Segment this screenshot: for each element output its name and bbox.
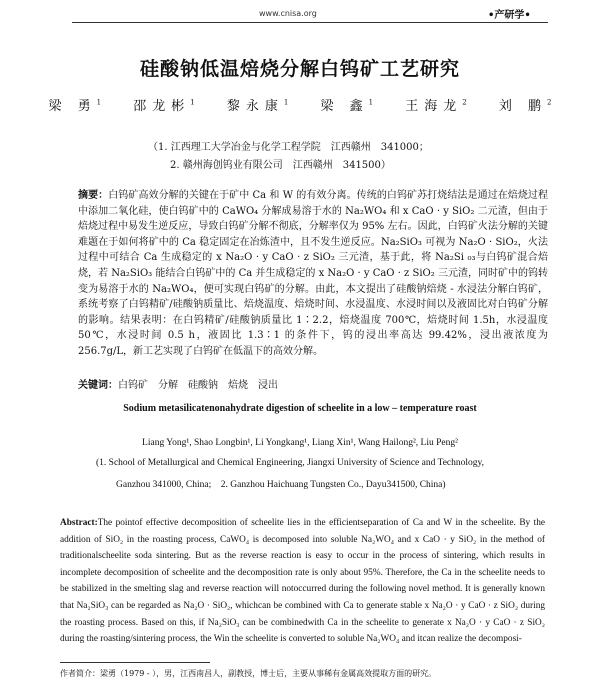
journal-url: www.cnisa.org [259, 9, 317, 18]
author [49, 99, 102, 114]
author-affil-mark: 1 [368, 98, 374, 107]
keywords-cn [78, 376, 278, 391]
author-affil-mark: 1 [283, 98, 289, 107]
english-affiliation-line-1: (1. School of Metallurgical and Chemical Engineering, Jiangxi University of Science and Technology, [96, 458, 485, 468]
abstract-en [60, 515, 545, 648]
abstract-en-text: The pointof effective decomposition of scheelite lies in the efficientseparation of Ca and W in the scheelite. By the addition of SiO₂ in the roasting process, CaWO₄ is decomposed into soluble Na₂WO₄ and x CaO · y SiO₂ in the method of traditionalscheelite soda sintering. But as the reverse reaction is easy to occur in the process of sintering, which results in incomplete decomposition of scheelite and the decomposition rate is only about 95%. Therefore, the Ca in the scheelite needs to be stabilized in the smelting slag and reverse reaction will notoccurred during the following novel method. It is generally known that Na₂SiO₃ can be regarded as Na₂O · SiO₂, whichcan be combined with Ca to generate stable x Na₂O · y CaO · z SiO₂ during the roasting process. Based on this, if Na₂SiO₃ can be combinedwith Ca in the scheelite to generate x Na₂O · y CaO · z SiO₂ during the roasting/sintering process, the Win the scheelite is converted to soluble Na₂WO₄ and itcan realize the decomposi- [60, 518, 545, 645]
english-authors: Liang Yong¹, Shao Longbin¹, Li Yongkang¹, Liang Xin¹, Wang Hailong², Liu Peng² [142, 438, 458, 448]
footnote-rule [60, 662, 210, 663]
author-list [0, 95, 600, 114]
affiliation-line-2: 2. 赣州海创钨业有限公司 江西赣州 341500） [170, 160, 391, 171]
abstract-cn-label: 摘要： [78, 190, 109, 201]
author-affil-mark: 2 [462, 98, 467, 107]
author [133, 99, 194, 114]
author-name: 梁 鑫 [320, 99, 369, 114]
paper-title: 硅酸钠低温焙烧分解白钨矿工艺研究 [139, 58, 460, 80]
section-label: •产研学• [488, 10, 531, 21]
author-name: 王海龙 [405, 99, 463, 114]
abstract-en-label: Abstract: [60, 518, 98, 528]
keywords-cn-label: 关键词： [78, 380, 118, 391]
author [405, 99, 466, 114]
author [499, 99, 552, 114]
author-name: 邵龙彬 [133, 99, 191, 114]
header-rule [72, 22, 548, 23]
author [321, 99, 374, 114]
english-affiliation-line-2: Ganzhou 341000, China; 2. Ganzhou Haichuang Tungsten Co., Dayu341500, China) [116, 480, 446, 490]
affiliation-line-1: （1. 江西理工大学冶金与化学工程学院 江西赣州 341000； [148, 142, 429, 153]
abstract-cn [78, 188, 548, 360]
author-name: 黎永康 [226, 99, 284, 114]
abstract-cn-text: 白钨矿高效分解的关键在于矿中 Ca 和 W 的有效分离。传统的白钨矿苏打烧结法是通过在焙烧过程中添加二氧化硅，使白钨矿中的 CaWO₄ 分解成易溶于水的 Na₂WO₄ 和 x CaO · y SiO₂ 二元渣，但由于焙烧过程中易发生逆反应，导致白钨矿分解不彻底，分解率仅为 95% 左右。因此，白钨矿火法分解的关键难题在于如何将矿中的 Ca 稳定固定在冶炼渣中，且不发生逆反应。Na₂SiO₃ 可视为 Na₂O · SiO₂，火法过程中可结合 Ca 生成稳定的 x Na₂O · y CaO · z SiO₂ 三元渣，基于此，将 Na₂Si ₀₃与白钨矿混合焙烧，若 Na₂SiO₃ 能结合白钨矿中的 Ca 并生成稳定的 x Na₂O · y CaO · z SiO₂ 三元渣，同时矿中的钨转变为易溶于水的 Na₂WO₄，便可实现白钨矿的分解。由此，本文提出了硅酸钠焙烧 - 水浸法分解白钨矿，系统考察了白钨精矿/硅酸钠质量比、焙烧温度、焙烧时间、水浸温度、水浸时间以及液固比对白钨矿分解的影响。结果表明：在白钨精矿/硅酸钠质量比 1∶2.2，焙烧温度 700℃，焙烧时间 1.5h，水浸温度 50℃，水浸时间 0.5 h，液固比 1.3∶1 的条件下，钨的浸出率高达 99.42%，浸出液浓度为 256.7g/L，新工艺实现了白钨矿在低温下的高效分解。 [78, 190, 549, 357]
author-affil-mark: 2 [547, 98, 552, 107]
author-affil-mark: 1 [190, 98, 195, 107]
author-name: 梁 勇 [48, 99, 97, 114]
english-title: Sodium metasilicatenonahydrate digestion of scheelite in a low – temperature roast [123, 403, 477, 414]
author-name: 刘 鹏 [498, 99, 548, 114]
author-affil-mark: 1 [96, 98, 102, 107]
keywords-cn-text: 白钨矿 分解 硅酸钠 焙烧 浸出 [118, 380, 278, 391]
author-footnote: 作者简介：梁勇（1979 - ），男，江西南昌人，副教授，博士后，主要从事稀有金属高效提取方面的研究。 [60, 669, 437, 678]
author [227, 99, 288, 114]
